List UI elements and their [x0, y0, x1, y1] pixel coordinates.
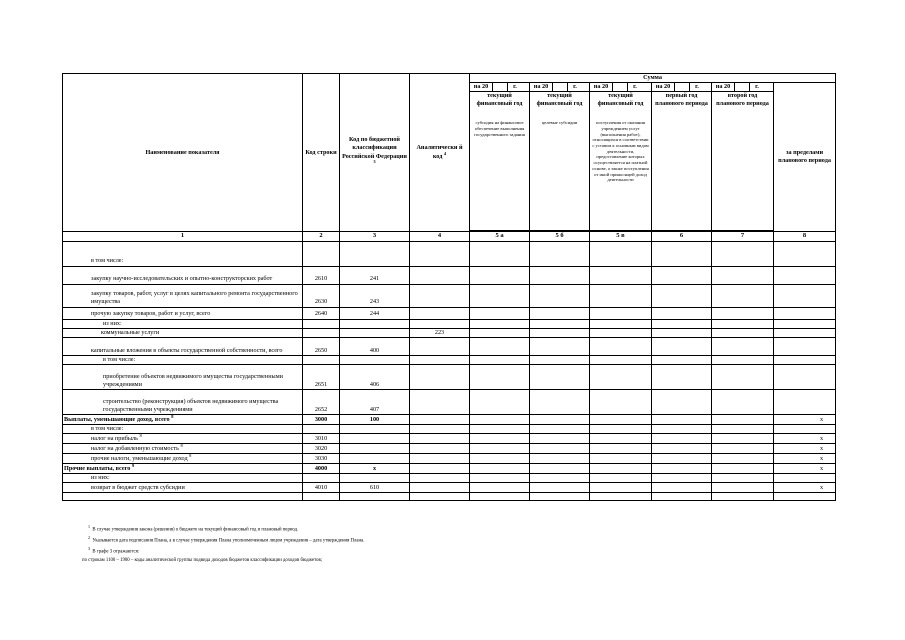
- row-code: [303, 424, 340, 433]
- table-row: [63, 328, 836, 337]
- row-code: [303, 328, 340, 337]
- row-value-cell: [470, 328, 530, 337]
- column-numbers-row: [63, 232, 836, 241]
- row-code: 3000: [303, 414, 340, 424]
- row-kbk: [340, 473, 410, 482]
- footnote: по строкам 1100 – 1900 – коды аналитической группы подвида доходов бюджетов классификации доходов бюджетов;: [82, 558, 323, 563]
- column-number: 8: [774, 232, 836, 241]
- table-row: [63, 355, 836, 364]
- row-beyond-cell: [774, 473, 836, 482]
- row-kbk: [340, 328, 410, 337]
- row-name: прочие налоги, уменьшающие доход $^8$: [63, 453, 303, 463]
- row-name: капитальные вложения в объекты государственной собственности, всего: [63, 337, 303, 355]
- row-analytic: [410, 473, 470, 482]
- table-row: [63, 389, 836, 414]
- row-value-cell: [530, 389, 590, 414]
- row-value-cell: [712, 453, 774, 463]
- year-6: на 20 г.: [652, 83, 712, 92]
- table-row: [63, 266, 836, 284]
- row-code: 2640: [303, 307, 340, 319]
- row-analytic: [410, 463, 470, 473]
- row-analytic: [410, 364, 470, 389]
- row-name: возврат в бюджет средств субсидии: [63, 482, 303, 492]
- row-name: налог на добавленную стоимость $^8$: [63, 443, 303, 453]
- row-value-cell: [470, 424, 530, 433]
- header-sub-5b: целевые субсидии: [530, 120, 590, 231]
- row-code: [303, 241, 340, 266]
- header-6: первый год планового периода: [652, 92, 712, 231]
- row-analytic: 223: [410, 328, 470, 337]
- row-value-cell: [470, 443, 530, 453]
- row-analytic: [410, 424, 470, 433]
- row-value-cell: [712, 414, 774, 424]
- year-7: на 20 г.: [712, 83, 774, 92]
- table-row: [63, 307, 836, 319]
- row-value-cell: [590, 337, 652, 355]
- row-kbk: [340, 453, 410, 463]
- row-name: приобретение объектов недвижимого имущества государственными учреждениями: [63, 364, 303, 389]
- header-name: Наименование показателя: [63, 74, 303, 232]
- row-value-cell: [652, 364, 712, 389]
- row-kbk: [340, 241, 410, 266]
- row-name: из них:: [63, 473, 303, 482]
- row-value-cell: [590, 443, 652, 453]
- table-row: [63, 241, 836, 266]
- row-value-cell: [712, 433, 774, 443]
- row-value-cell: [470, 364, 530, 389]
- row-beyond-cell: [774, 328, 836, 337]
- row-value-cell: [712, 319, 774, 328]
- row-value-cell: [470, 433, 530, 443]
- row-code: 4010: [303, 482, 340, 492]
- row-value-cell: [712, 337, 774, 355]
- row-value-cell: [652, 284, 712, 307]
- row-value-cell: [712, 307, 774, 319]
- row-value-cell: [530, 328, 590, 337]
- row-value-cell: [590, 319, 652, 328]
- row-value-cell: [652, 473, 712, 482]
- year-5b: на 20 г.: [530, 83, 590, 92]
- table-row: [63, 284, 836, 307]
- row-beyond-cell: [774, 389, 836, 414]
- row-value-cell: [530, 482, 590, 492]
- plan-document: [62, 73, 835, 501]
- row-value-cell: [530, 424, 590, 433]
- row-beyond-cell: [774, 284, 836, 307]
- table-row: [63, 492, 836, 500]
- year-5a: на 20 г.: [470, 83, 530, 92]
- row-value-cell: [652, 307, 712, 319]
- row-value-cell: [712, 482, 774, 492]
- footnote: $^2$ Указывается дата подписания Плана, а в случае утверждения Плана уполномоченным лицом учреждения – дата утверждения Плана.: [88, 535, 365, 544]
- row-value-cell: [652, 424, 712, 433]
- row-beyond-cell: х: [774, 482, 836, 492]
- row-value-cell: [712, 463, 774, 473]
- row-code: 2610: [303, 266, 340, 284]
- row-value-cell: [530, 266, 590, 284]
- row-value-cell: [712, 284, 774, 307]
- row-analytic: [410, 307, 470, 319]
- header-analytic: Аналитически й код $^4$: [410, 74, 470, 232]
- row-code: [303, 473, 340, 482]
- row-value-cell: [712, 241, 774, 266]
- row-beyond-cell: [774, 241, 836, 266]
- row-value-cell: [470, 463, 530, 473]
- row-value-cell: [470, 337, 530, 355]
- row-beyond-cell: [774, 424, 836, 433]
- row-analytic: [410, 443, 470, 453]
- header-beyond: за пределами планового периода: [774, 83, 836, 232]
- row-code: 2652: [303, 389, 340, 414]
- table-row: [63, 443, 836, 453]
- row-value-cell: [590, 414, 652, 424]
- row-value-cell: [590, 433, 652, 443]
- row-beyond-cell: х: [774, 453, 836, 463]
- row-code: [303, 319, 340, 328]
- table-row: [63, 364, 836, 389]
- row-beyond-cell: [774, 355, 836, 364]
- header-sub-5v: поступления от оказания учреждением услуг (выполнения работ), относящихся в соответствии с уставом к основным видам деятельности, предоставление которых осуществляется на платной основе, а также поступления от иной приносящей доход деятельности: [590, 120, 652, 231]
- row-beyond-cell: х: [774, 463, 836, 473]
- table-row: [63, 473, 836, 482]
- row-value-cell: [530, 241, 590, 266]
- row-kbk: [340, 443, 410, 453]
- column-number: 6: [652, 232, 712, 241]
- row-kbk: 407: [340, 389, 410, 414]
- table-row: [63, 414, 836, 424]
- row-name: в том числе:: [63, 424, 303, 433]
- row-value-cell: [530, 364, 590, 389]
- row-analytic: [410, 241, 470, 266]
- table-row: [63, 453, 836, 463]
- row-kbk: 244: [340, 307, 410, 319]
- table-row: [63, 463, 836, 473]
- row-value-cell: [652, 433, 712, 443]
- row-value-cell: [470, 266, 530, 284]
- row-code: 3010: [303, 433, 340, 443]
- header-summa: Сумма: [470, 74, 836, 83]
- row-value-cell: [652, 319, 712, 328]
- column-number: 7: [712, 232, 774, 241]
- column-number: 1: [63, 232, 303, 241]
- row-name: Выплаты, уменьшающие доход, всего $^8$: [63, 414, 303, 424]
- row-beyond-cell: [774, 337, 836, 355]
- row-value-cell: [652, 337, 712, 355]
- header-sub-5a: субсидия на финансовое обеспечение выполнения государственного задания: [470, 120, 530, 231]
- header-7: второй год планового периода: [712, 92, 774, 231]
- row-name: в том числе:: [63, 241, 303, 266]
- row-value-cell: [470, 307, 530, 319]
- header-code: Код строки: [303, 74, 340, 232]
- row-value-cell: [530, 355, 590, 364]
- row-value-cell: [470, 473, 530, 482]
- row-value-cell: [712, 355, 774, 364]
- row-analytic: [410, 414, 470, 424]
- row-kbk: х: [340, 463, 410, 473]
- row-value-cell: [652, 355, 712, 364]
- row-value-cell: [530, 463, 590, 473]
- row-kbk: [340, 355, 410, 364]
- row-value-cell: [590, 266, 652, 284]
- header-5b: текущий финансовый год: [530, 92, 590, 121]
- column-number: 4: [410, 232, 470, 241]
- row-value-cell: [470, 355, 530, 364]
- column-number: 5 б: [530, 232, 590, 241]
- footnote: $^1$ В случае утверждения закона (решения) о бюджете на текущий финансовый год и плановый период.: [88, 524, 299, 533]
- row-analytic: [410, 284, 470, 307]
- row-code: [303, 355, 340, 364]
- row-value-cell: [712, 328, 774, 337]
- row-value-cell: [590, 424, 652, 433]
- row-code: 2630: [303, 284, 340, 307]
- row-value-cell: [530, 433, 590, 443]
- row-value-cell: [530, 319, 590, 328]
- row-value-cell: [590, 284, 652, 307]
- row-value-cell: [470, 284, 530, 307]
- row-name: прочую закупку товаров, работ и услуг, всего: [63, 307, 303, 319]
- row-analytic: [410, 482, 470, 492]
- header-5a: текущий финансовый год: [470, 92, 530, 121]
- row-value-cell: [470, 319, 530, 328]
- row-value-cell: [652, 266, 712, 284]
- row-value-cell: [530, 443, 590, 453]
- row-beyond-cell: х: [774, 414, 836, 424]
- row-kbk: [340, 433, 410, 443]
- row-kbk: 100: [340, 414, 410, 424]
- row-beyond-cell: [774, 307, 836, 319]
- year-5v: на 20 г.: [590, 83, 652, 92]
- row-value-cell: [652, 414, 712, 424]
- row-analytic: [410, 266, 470, 284]
- row-code: 3020: [303, 443, 340, 453]
- row-value-cell: [470, 389, 530, 414]
- table-row: [63, 337, 836, 355]
- row-analytic: [410, 355, 470, 364]
- row-analytic: [410, 337, 470, 355]
- row-analytic: [410, 389, 470, 414]
- row-code: 2651: [303, 364, 340, 389]
- row-kbk: 406: [340, 364, 410, 389]
- row-name: закупку научно-исследовательских и опытно-конструкторских работ: [63, 266, 303, 284]
- row-value-cell: [712, 389, 774, 414]
- row-value-cell: [712, 364, 774, 389]
- row-value-cell: [590, 453, 652, 463]
- row-beyond-cell: х: [774, 443, 836, 453]
- row-value-cell: [590, 355, 652, 364]
- row-value-cell: [470, 453, 530, 463]
- row-value-cell: [652, 389, 712, 414]
- row-analytic: [410, 453, 470, 463]
- column-number: 2: [303, 232, 340, 241]
- row-kbk: 241: [340, 266, 410, 284]
- table-row: [63, 319, 836, 328]
- table-row: [63, 424, 836, 433]
- footnote: $^3$ В графе 3 отражаются:: [88, 546, 140, 555]
- row-value-cell: [652, 328, 712, 337]
- row-value-cell: [470, 241, 530, 266]
- row-value-cell: [590, 389, 652, 414]
- row-analytic: [410, 433, 470, 443]
- row-kbk: 610: [340, 482, 410, 492]
- row-kbk: 243: [340, 284, 410, 307]
- row-value-cell: [590, 328, 652, 337]
- row-value-cell: [590, 307, 652, 319]
- row-value-cell: [652, 482, 712, 492]
- row-name: коммунальные услуги: [63, 328, 303, 337]
- row-code: 4000: [303, 463, 340, 473]
- row-beyond-cell: [774, 364, 836, 389]
- table-rows: [63, 241, 836, 500]
- row-kbk: [340, 319, 410, 328]
- header-kbk: Код по бюджетной классификации Российской Федерации $^3$: [340, 74, 410, 232]
- row-value-cell: [590, 482, 652, 492]
- row-value-cell: [652, 463, 712, 473]
- row-value-cell: [530, 284, 590, 307]
- column-number: 5 в: [590, 232, 652, 241]
- row-value-cell: [590, 364, 652, 389]
- row-code: 2650: [303, 337, 340, 355]
- row-name: налог на прибыль $^8$: [63, 433, 303, 443]
- row-value-cell: [652, 443, 712, 453]
- table-row: [63, 433, 836, 443]
- column-number: 5 а: [470, 232, 530, 241]
- row-value-cell: [712, 424, 774, 433]
- row-value-cell: [470, 414, 530, 424]
- table-row: [63, 482, 836, 492]
- row-name: закупку товаров, работ, услуг в целях капитального ремонта государственного имущества: [63, 284, 303, 307]
- row-value-cell: [530, 414, 590, 424]
- row-beyond-cell: х: [774, 433, 836, 443]
- row-name: Прочие выплаты, всего $^9$: [63, 463, 303, 473]
- row-value-cell: [712, 443, 774, 453]
- column-number: 3: [340, 232, 410, 241]
- row-kbk: [340, 424, 410, 433]
- row-value-cell: [530, 337, 590, 355]
- row-value-cell: [590, 463, 652, 473]
- row-value-cell: [652, 241, 712, 266]
- row-beyond-cell: [774, 319, 836, 328]
- plan-table: [62, 73, 836, 501]
- row-analytic: [410, 319, 470, 328]
- row-value-cell: [590, 473, 652, 482]
- row-value-cell: [470, 482, 530, 492]
- row-value-cell: [590, 241, 652, 266]
- row-kbk: 400: [340, 337, 410, 355]
- row-beyond-cell: [774, 266, 836, 284]
- row-value-cell: [530, 473, 590, 482]
- header-5v: текущий финансовый год: [590, 92, 652, 121]
- row-name: строительство (реконструкция) объектов недвижимого имущества государственными учреждениями: [63, 389, 303, 414]
- row-name: в том числе:: [63, 355, 303, 364]
- row-name: из них:: [63, 319, 303, 328]
- row-value-cell: [530, 307, 590, 319]
- row-value-cell: [652, 453, 712, 463]
- row-code: 3030: [303, 453, 340, 463]
- row-value-cell: [712, 473, 774, 482]
- row-value-cell: [712, 266, 774, 284]
- row-value-cell: [530, 453, 590, 463]
